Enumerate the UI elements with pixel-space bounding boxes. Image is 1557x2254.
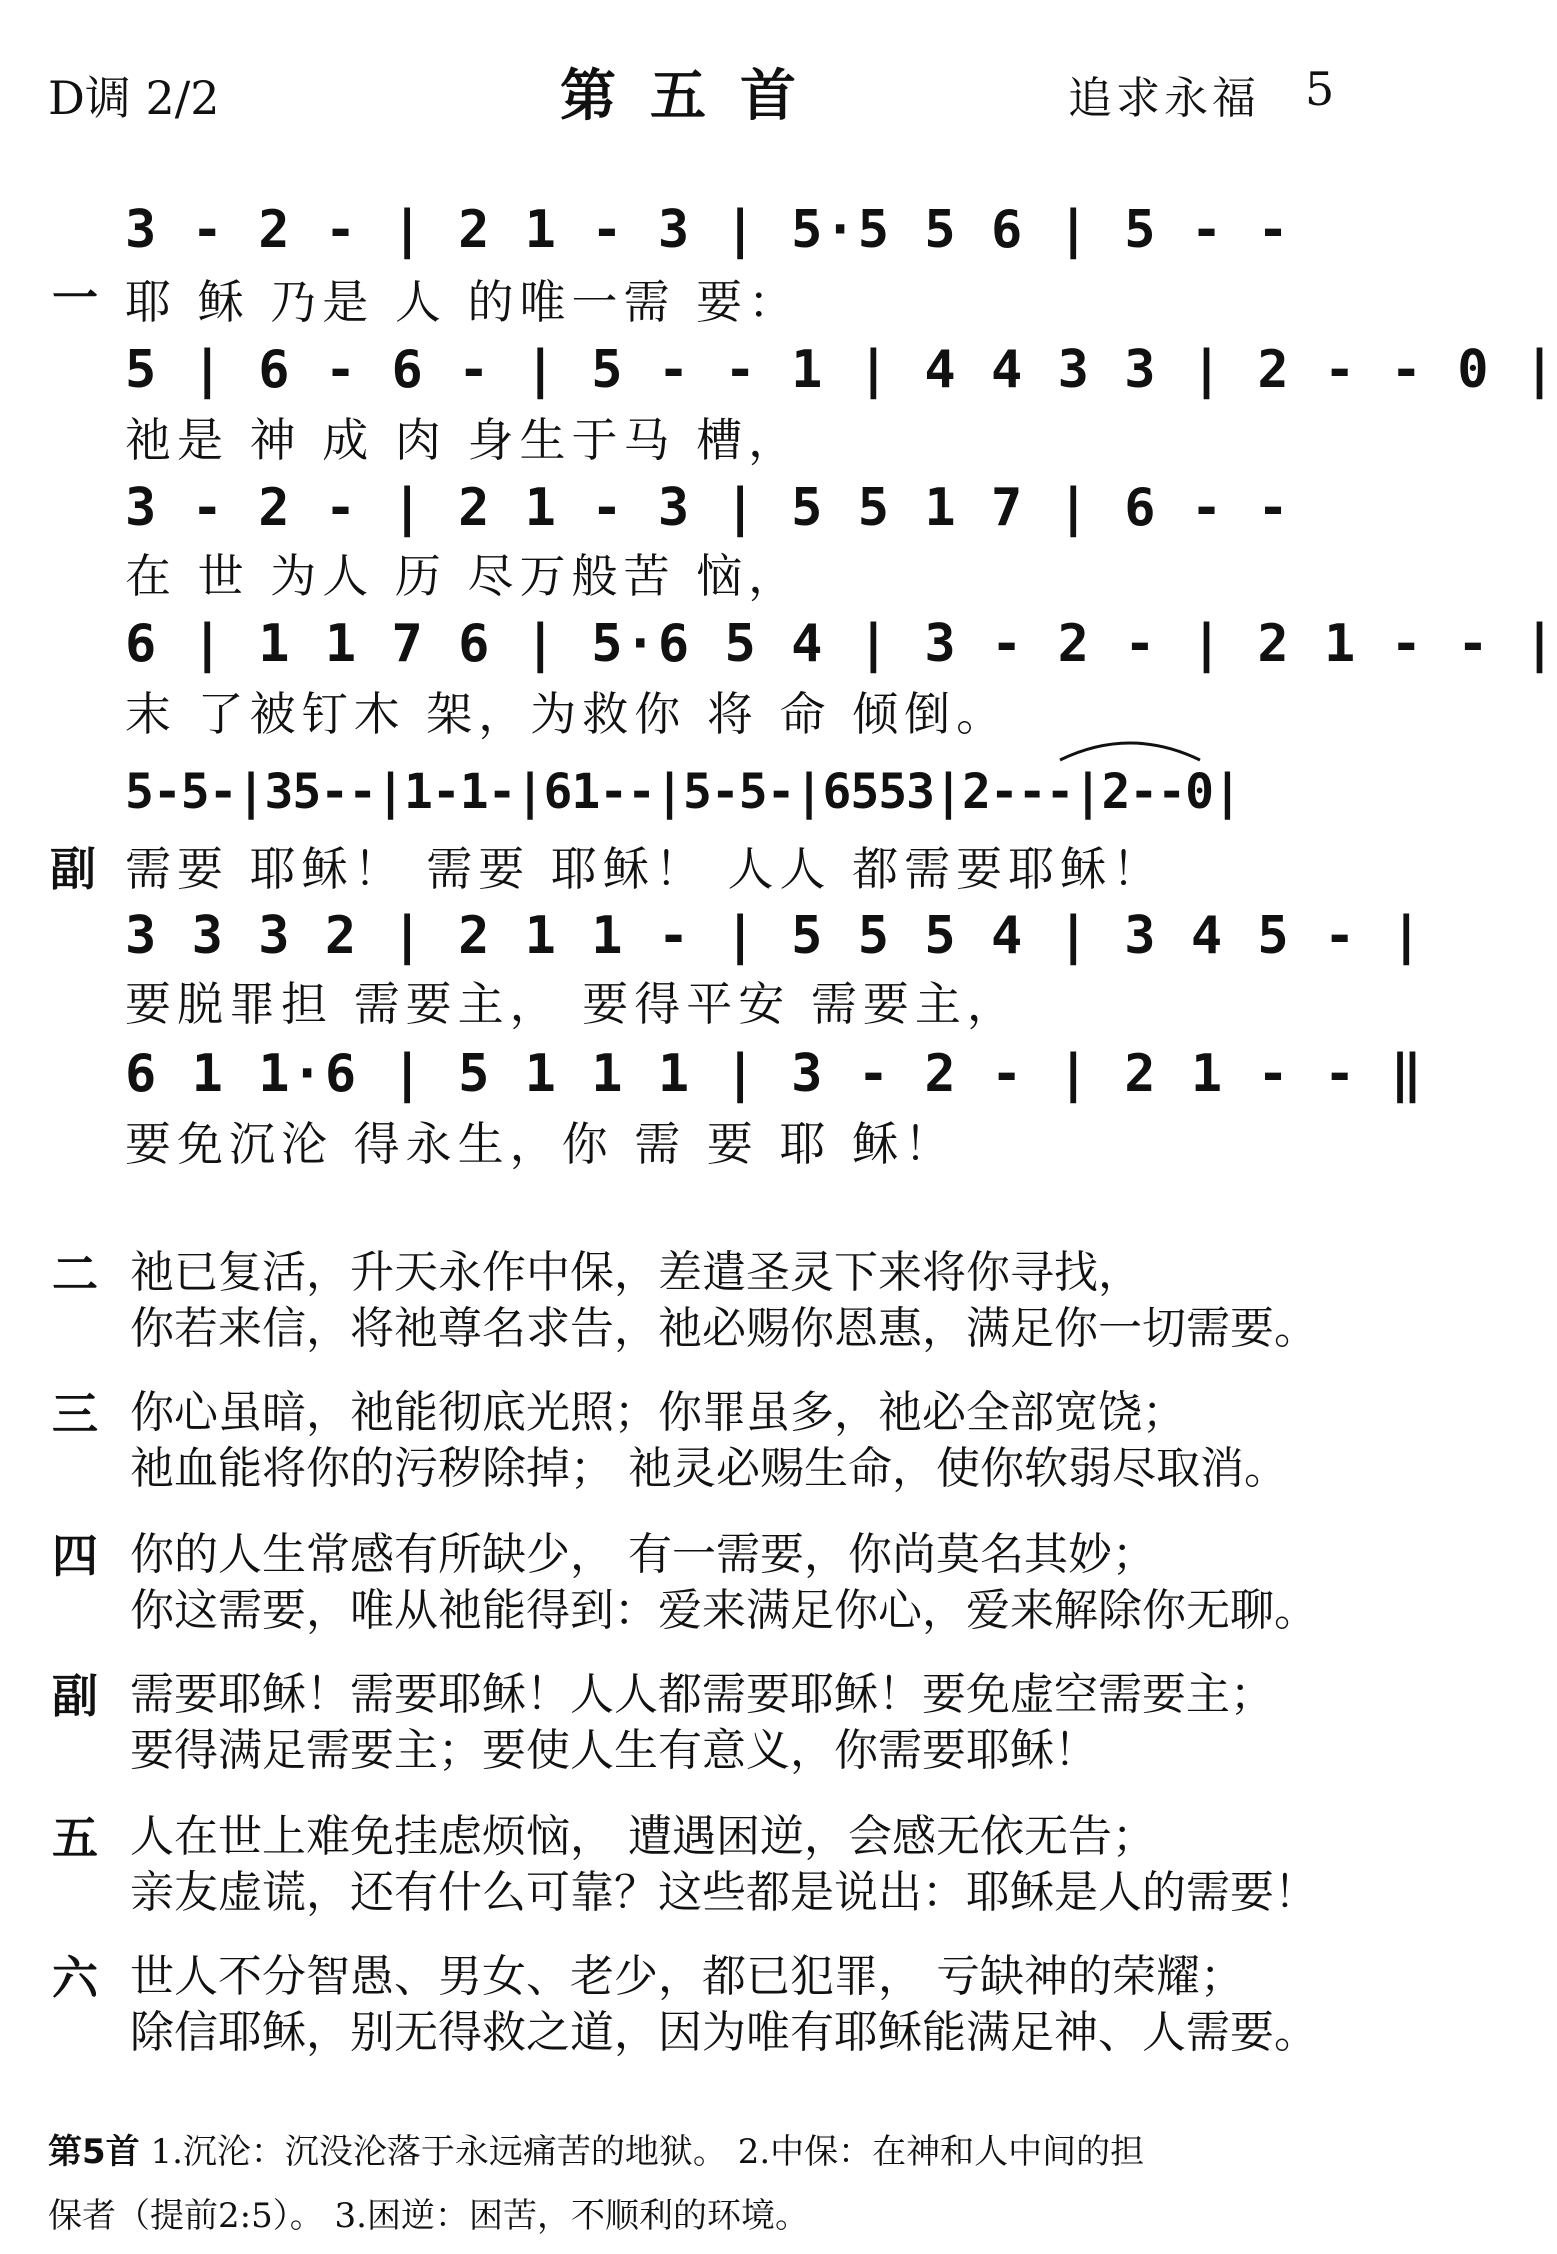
- notation-line: 3 3 3 2 | 2 1 1 - | 5 5 5 4 | 3 4 5 - |: [125, 906, 1424, 966]
- stanza-number: 四: [52, 1529, 98, 1583]
- stanza-line: 祂血能将你的污秽除掉； 祂灵必赐生命，使你软弱尽取消。: [130, 1443, 1288, 1494]
- stanza-line: 世人不分智愚、男女、老少，都已犯罪， 亏缺神的荣耀；: [130, 1951, 1244, 2002]
- lyric-line: 末 了被钉木 架，为救你 将 命 倾倒。: [125, 687, 1009, 741]
- lyric-line: 在 世 为人 历 尽万般苦 恼，: [125, 549, 801, 603]
- lyric-line: 需要 耶稣！ 需要 耶稣！ 人人 都需要耶稣！: [125, 842, 1165, 896]
- lyric-line: 要脱罪担 需要主， 要得平安 需要主，: [125, 977, 1019, 1031]
- stanza-number: 六: [52, 1951, 98, 2005]
- page-title: 第五首: [560, 64, 830, 129]
- footnote-label: 第5首: [48, 2132, 140, 2172]
- stanza-number: 二: [52, 1247, 98, 1301]
- stanza-line: 你若来信，将祂尊名求告，祂必赐你恩惠，满足你一切需要。: [130, 1303, 1318, 1354]
- footnote-text: 1.沉沦：沉没沦落于永远痛苦的地狱。 2.中保：在神和人中间的担: [150, 2132, 1145, 2172]
- stanza-line: 亲友虚谎，还有什么可靠？这些都是说出：耶稣是人的需要！: [130, 1867, 1318, 1918]
- lyric-line: 祂是 神 成 肉 身生于马 槽，: [125, 413, 801, 467]
- key-signature: D调 2/2: [48, 71, 220, 125]
- stanza-line: 你这需要，唯从祂能得到：爱来满足你心，爱来解除你无聊。: [130, 1585, 1318, 1636]
- lyric-line: 耶 稣 乃是 人 的唯一需 要：: [125, 275, 801, 329]
- collection-name: 追求永福: [1068, 73, 1260, 124]
- lyric-line: 要免沉沦 得永生，你 需 要 耶 稣！: [125, 1117, 957, 1171]
- notation-line: 3 - 2 - | 2 1 - 3 | 5 5 1 7 | 6 - -: [125, 478, 1291, 538]
- stanza-line: 你心虽暗，祂能彻底光照；你罪虽多，祂必全部宽饶；: [130, 1387, 1186, 1438]
- stanza-number: 三: [52, 1387, 98, 1441]
- notation-line: 3 - 2 - | 2 1 - 3 | 5·5 5 6 | 5 - -: [125, 200, 1291, 260]
- page-number: 5: [1305, 62, 1335, 116]
- tie-arc: [1060, 743, 1200, 760]
- refrain-mark: 副: [50, 842, 96, 896]
- stanza-number: 副: [52, 1669, 98, 1723]
- stanza-line: 除信耶稣，别无得救之道，因为唯有耶稣能满足神、人需要。: [130, 2007, 1318, 2058]
- footnote-line: [48, 2124, 1144, 2173]
- stanza-number: 五: [52, 1811, 98, 1865]
- stanza-line: 需要耶稣！需要耶稣！人人都需要耶稣！要免虚空需要主；: [130, 1669, 1274, 1720]
- footnote-line: 保者（提前2:5）。 3.困逆：困苦，不顺利的环境。: [48, 2196, 809, 2236]
- stanza-line: 人在世上难免挂虑烦恼， 遭遇困逆，会感无依无告；: [130, 1811, 1156, 1862]
- notation-line: 6 | 1 1 7 6 | 5·6 5 4 | 3 - 2 - | 2 1 - - |: [125, 614, 1557, 674]
- stanza-line: 你的人生常感有所缺少， 有一需要，你尚莫名其妙；: [130, 1529, 1156, 1580]
- notation-line: 5 | 6 - 6 - | 5 - - 1 | 4 4 3 3 | 2 - - 0 |: [125, 340, 1557, 400]
- verse-number: 一: [52, 271, 98, 325]
- notation-line: 5-5-|35--|1-1-|61--|5-5-|6553|2---|2--0|: [125, 764, 1241, 820]
- stanza-line: 祂已复活，升天永作中保，差遣圣灵下来将你寻找，: [130, 1247, 1142, 1298]
- stanza-line: 要得满足需要主；要使人生有意义，你需要耶稣！: [130, 1725, 1098, 1776]
- notation-line: 6 1 1·6 | 5 1 1 1 | 3 - 2 - | 2 1 - - ‖: [125, 1044, 1424, 1104]
